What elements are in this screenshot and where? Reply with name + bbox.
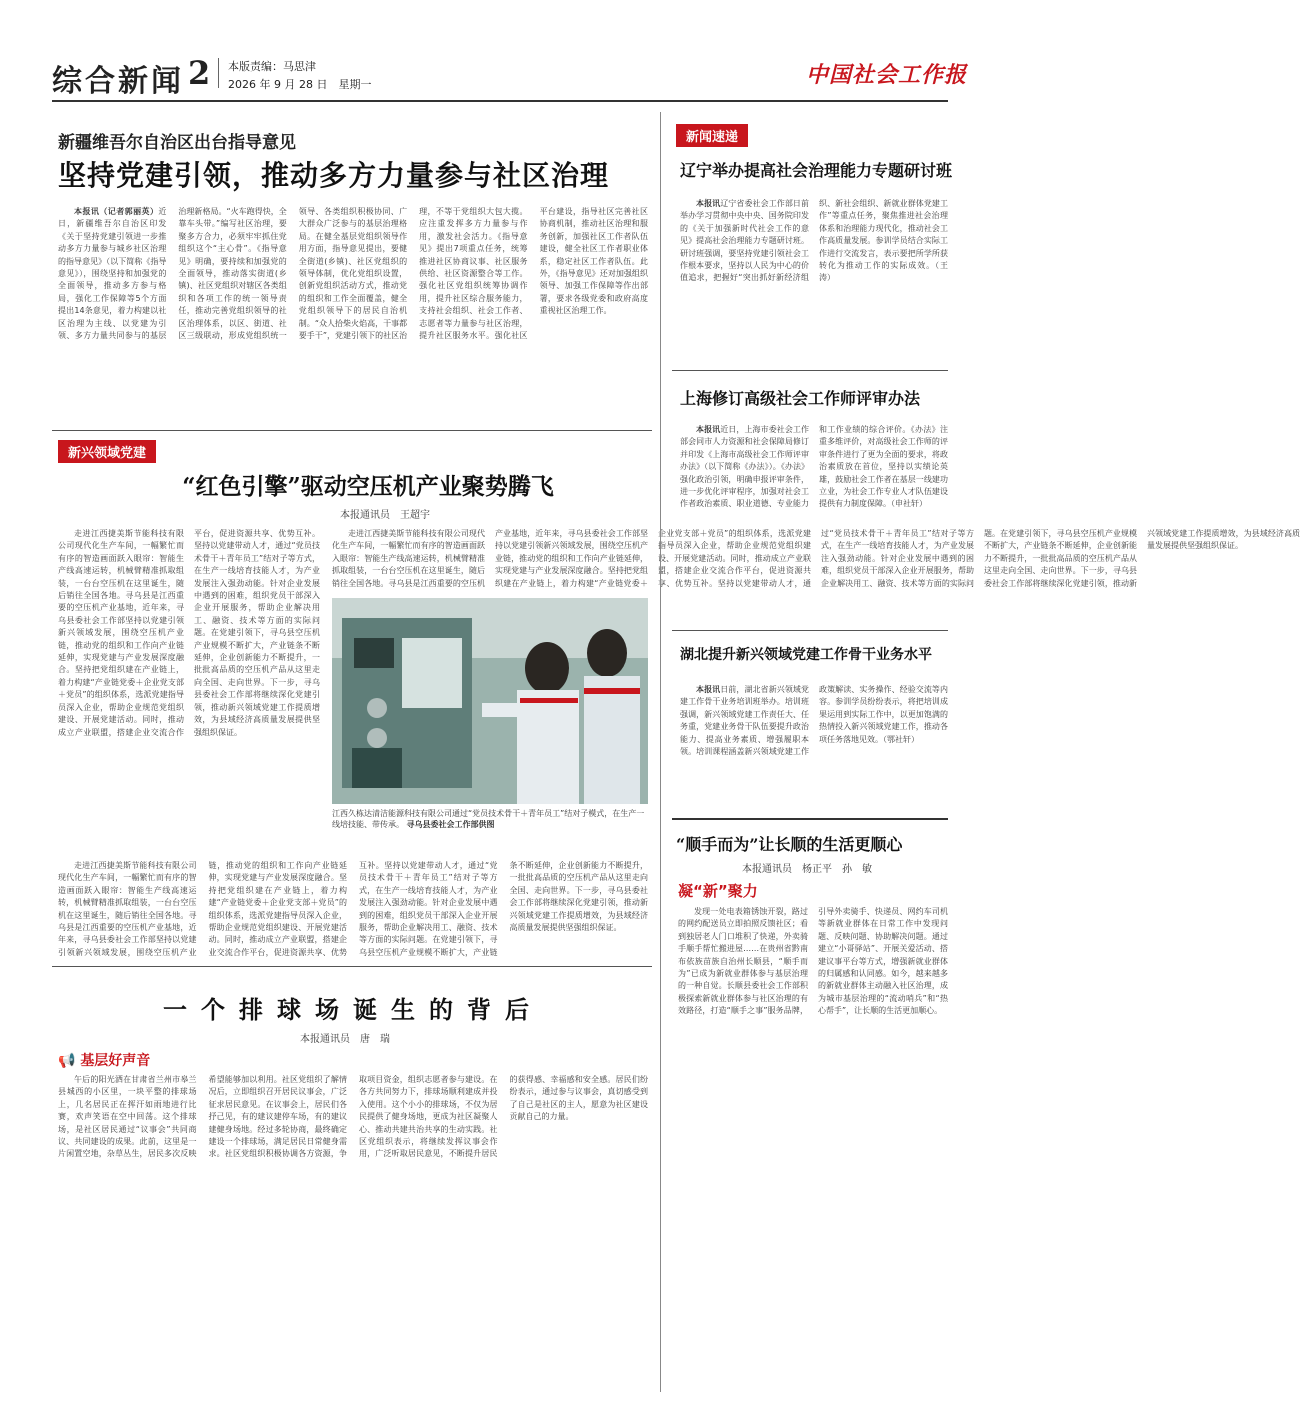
shanghai-body	[680, 424, 948, 624]
lead-reporter: （记者郭丽英）	[99, 207, 159, 216]
masthead-divider	[218, 58, 219, 88]
liaoning-headline: 辽宁举办提高社会治理能力专题研讨班	[680, 161, 953, 180]
changshun-body	[678, 906, 948, 1384]
volleyball-byline: 本报通讯员 唐 瑞	[300, 1034, 390, 1045]
grassroots-tag	[58, 1050, 150, 1070]
new-field-byline: 本报通讯员 王超宇	[340, 510, 430, 521]
liaoning-credit: （王 涛）	[819, 261, 957, 283]
hubei-body	[680, 684, 948, 810]
right-rule-2	[672, 630, 948, 631]
new-field-tag: 新兴领域党建	[58, 440, 156, 463]
photo-caption-text: 江西久栋达清洁能源科技有限公司通过“党员技术骨干＋青年员工”结对子模式，在生产一线培技能、带传承。	[332, 809, 645, 829]
editor-credit: 本版责编：马思津	[228, 60, 316, 73]
new-field-body-left	[58, 528, 320, 856]
lead-body	[58, 206, 648, 426]
changshun-headline: “顺手而为”让长顺的生活更顺心	[676, 835, 903, 854]
shanghai-text: 近日，上海市委社会工作部会同市人力资源和社会保障局修订并印发《上海市高级社会工作师评审办法》（以下简称《办法》）。《办法》强化政治引领，明确申报评审条件，进一步优化评审程序，加强对社会工作者政治素质、职业道德、专业能力和工作业绩的综合评价。《办法》注重多维评价，对高级社会工作师的评审条件进行了更为全面的要求，将政治素质放在首位，坚持以实绩论英雄，鼓励社会工作者在基层一线建功立业，为社会工作专业人才队伍建设提供有力制度保障。	[680, 425, 948, 509]
volleyball-text: 午后的阳光洒在甘肃省兰州市皋兰县城西的小区里，一块平整的排球场上，几名居民正在挥汗如雨地进行比赛，欢声笑语在空中回荡。这个排球场，是社区居民通过“议事会”共同商议、共同建设的成果。此前，这里是一片闲置空地，杂草丛生，居民多次反映希望能够加以利用。社区党组织了解情况后，立即组织召开居民议事会，广泛征求居民意见。在议事会上，居民们各抒己见，有的建议建停车场，有的建议建健身场地。经过多轮协商，最终确定建设一个排球场，满足居民日常健身需求。社区党组织积极协调各方资源，争取项目资金，组织志愿者参与建设。在各方共同努力下，排球场顺利建成并投入使用。这个小小的排球场，不仅为居民提供了健身场地，更成为社区凝聚人心、推动共建共治共享的生动实践。社区党组织表示，将继续发挥议事会作用，广泛听取居民意见，不断提升居民的获得感、幸福感和安全感。居民们纷纷表示，通过参与议事会，真切感受到了自己是社区的主人，愿意为社区建设贡献自己的力量。	[58, 1075, 648, 1159]
grassroots-tag-label: 基层好声音	[80, 1053, 151, 1069]
factory-photo-image	[332, 598, 648, 804]
new-field-text-cont: 走进江西捷美斯节能科技有限公司现代化生产车间，一幅繁忙而有序的智造画面跃入眼帘：智能生产线高速运转，机械臂精准抓取组装，一台台空压机在这里诞生，随后销往全国各地。寻乌县是江西重要的空压机产业基地，近年来，寻乌县委社会工作部坚持以党建引领新兴领域发展，围绕空压机产业链，推动党的组织和工作向产业链延伸，实现党建与产业发展深度融合。坚持把党组织建在产业链上，着力构建“产业链党委＋企业党支部＋党员”的组织体系，选派党建指导员深入企业，帮助企业规范党组织建设、开展党建活动。同时，推动成立产业联盟，搭建企业交流合作平台，促进资源共享、优势互补。坚持以党建带动人才，通过“党员技术骨干＋青年员工”结对子等方式，在生产一线培育技能人才，为产业发展注入强劲动能。针对企业发展中遇到的困难，组织党员干部深入企业开展服务，帮助企业解决用工、融资、技术等方面的实际问题。在党建引领下，寻乌县空压机产业规模不断扩大，产业链条不断延伸，企业创新能力不断提升，一批批高品质的空压机产品从这里走向全国、走向世界。下一步，寻乌县委社会工作部将继续深化党建引领，推动新兴领域党建工作提质增效，为县域经济高质量发展提供坚强组织保证。	[332, 529, 1300, 588]
section-title: 综合新闻	[52, 64, 184, 99]
photo-credit: 寻乌县委社会工作部供图	[406, 820, 495, 829]
lead-bottom-rule	[52, 430, 652, 431]
liaoning-byline: 本报讯	[696, 199, 721, 208]
page-number: 2	[188, 54, 211, 92]
changshun-text: 发现一处电表箱锈蚀开裂，路过的网约配送员立即拍照反馈社区；看到独居老人门口堆积了快递，外卖骑手顺手帮忙搬进屋……在贵州省黔南布依族苗族自治州长顺县，“顺手而为”已成为新就业群体参与基层治理的一种自觉。长顺县委社会工作部积极探索新就业群体参与社区治理的有效路径，打造“顺手之事”服务品牌，引导外卖骑手、快递员、网约车司机等新就业群体在日常工作中发现问题、反映问题、协助解决问题。通过建立“小哥驿站”、开展关爱活动、搭建议事平台等方式，增强新就业群体的归属感和认同感。如今，越来越多的新就业群体主动融入社区治理，成为城市基层治理的“流动哨兵”和“热心帮手”，让长顺的生活更加顺心。	[678, 907, 948, 1016]
issue-date: 2026 年 9 月 28 日 星期一	[228, 78, 372, 91]
volley-top-rule	[52, 966, 652, 967]
hubei-byline: 本报讯	[696, 685, 721, 694]
right-rule-3	[672, 818, 948, 820]
lead-byline: 本报讯	[74, 207, 100, 216]
newspaper-logo: 中国社会工作报	[806, 62, 968, 88]
lead-headline: 坚持党建引领，推动多方力量参与社区治理	[58, 159, 610, 192]
right-rule-1	[672, 370, 948, 371]
hubei-text: 日前，湖北省新兴领域党建工作骨干业务培训班举办。培训班强调，新兴领域党建工作责任大、任务重，党建业务骨干队伍要提升政治能力、提高业务素质、增强履职本领。培训课程涵盖新兴领域党建工作政策解读、实务操作、经验交流等内容。参训学员纷纷表示，将把培训成果运用到实际工作中，以更加饱满的热情投入新兴领域党建工作，推动各项任务落地见效。	[680, 685, 948, 757]
factory-photo	[332, 598, 648, 804]
hubei-credit: （鄂社轩）	[883, 734, 919, 744]
volleyball-body	[58, 1074, 648, 1374]
hubei-headline: 湖北提升新兴领域党建工作骨干业务水平	[680, 647, 932, 663]
new-field-headline: “红色引擎”驱动空压机产业聚势腾飞	[182, 473, 554, 500]
changshun-sub: 凝“新”聚力	[678, 882, 758, 900]
liaoning-text: 辽宁省委社会工作部日前举办学习贯彻中央中央、国务院印发的《关于加强新时代社会工作的意见》提高社会治理能力专题研讨班。研讨班强调，要坚持党建引领社会工作根本要求，坚持以人民为中心的价值追求，把握好“突出抓好新经济组织、新社会组织、新就业群体党建工作”等重点任务，聚焦推进社会治理体系和治理能力现代化，推动社会工作高质量发展。参训学员结合实际工作进行交流发言，表示要把所学所获转化为推动工作的实际成效。	[680, 199, 948, 283]
volleyball-headline: 一个排球场诞生的背后	[163, 995, 543, 1024]
masthead-rule	[52, 100, 948, 102]
lead-kicker: 新疆维吾尔自治区出台指导意见	[58, 133, 296, 153]
new-field-text-bottom: 走进江西捷美斯节能科技有限公司现代化生产车间，一幅繁忙而有序的智造画面跃入眼帘：智能生产线高速运转，机械臂精准抓取组装，一台台空压机在这里诞生，随后销往全国各地。寻乌县是江西重要的空压机产业基地，近年来，寻乌县委社会工作部坚持以党建引领新兴领域发展，围绕空压机产业链，推动党的组织和工作向产业链延伸，实现党建与产业发展深度融合。坚持把党组织建在产业链上，着力构建“产业链党委＋企业党支部＋党员”的组织体系，选派党建指导员深入企业，帮助企业规范党组织建设、开展党建活动。同时，推动成立产业联盟，搭建企业交流合作平台，促进资源共享、优势互补。坚持以党建带动人才，通过“党员技术骨干＋青年员工”结对子等方式，在生产一线培育技能人才，为产业发展注入强劲动能。针对企业发展中遇到的困难，组织党员干部深入企业开展服务，帮助企业解决用工、融资、技术等方面的实际问题。在党建引领下，寻乌县空压机产业规模不断扩大，产业链条不断延伸，企业创新能力不断提升，一批批高品质的空压机产品从这里走向全国、走向世界。下一步，寻乌县委社会工作部将继续深化党建引领，推动新兴领域党建工作提质增效，为县域经济高质量发展提供坚强组织保证。	[58, 861, 648, 957]
photo-caption	[332, 808, 648, 830]
right-column-divider	[660, 112, 661, 1392]
new-field-body-bottom	[58, 860, 648, 960]
shanghai-byline: 本报讯	[696, 425, 721, 434]
news-express-tag: 新闻速递	[676, 124, 748, 147]
shanghai-headline: 上海修订高级社会工作师评审办法	[680, 389, 921, 408]
new-field-text: 走进江西捷美斯节能科技有限公司现代化生产车间，一幅繁忙而有序的智造画面跃入眼帘：智能生产线高速运转，机械臂精准抓取组装，一台台空压机在这里诞生，随后销往全国各地。寻乌县是江西重要的空压机产业基地，近年来，寻乌县委社会工作部坚持以党建引领新兴领域发展，围绕空压机产业链，推动党的组织和工作向产业链延伸，实现党建与产业发展深度融合。坚持把党组织建在产业链上，着力构建“产业链党委＋企业党支部＋党员”的组织体系，选派党建指导员深入企业，帮助企业规范党组织建设、开展党建活动。同时，推动成立产业联盟，搭建企业交流合作平台，促进资源共享、优势互补。坚持以党建带动人才，通过“党员技术骨干＋青年员工”结对子等方式，在生产一线培育技能人才，为产业发展注入强劲动能。针对企业发展中遇到的困难，组织党员干部深入企业开展服务，帮助企业解决用工、融资、技术等方面的实际问题。在党建引领下，寻乌县空压机产业规模不断扩大，产业链条不断延伸，企业创新能力不断提升，一批批高品质的空压机产品从这里走向全国、走向世界。下一步，寻乌县委社会工作部将继续深化党建引领，推动新兴领域党建工作提质增效，为县域经济高质量发展提供坚强组织保证。	[58, 529, 320, 737]
shanghai-credit: （申社轩）	[891, 499, 927, 509]
new-field-body-right	[332, 528, 1300, 594]
megaphone-icon: 📢	[58, 1053, 76, 1069]
lead-text: 近日，新疆维吾尔自治区印发《关于坚持党建引领进一步推动多方力量参与城乡社区治理的指导意见》（以下简称《指导意见》），围绕坚持和加强党的全面领导，推动多方参与格局，强化工作保障等5个方面提出14条意见，着力构建以社区治理为主线、以党建为引领、多方力量共同参与的基层治理新格局。“火车跑得快，全靠车头带。”编写社区治理，要聚多方合力，必须牢牢抓住党组织这个“主心骨”。《指导意见》明确，要持续和加强党的全面领导，推动落实街道(乡镇)、社区党组织对辖区各类组织和各项工作的统一领导责任，推动完善党组织领导的社区治理体系，以区、街道、社区三级联动，形成党组织统一领导、各类组织积极协同、广大群众广泛参与的基层治理格局。在健全基层党组织领导作用方面，指导意见提出，要健全街道(乡镇)、社区党组织的领导体制，优化党组织设置，创新党组织活动方式，推动党的组织和工作全面覆盖，健全党组织领导下的居民自治机制。“众人拾柴火焰高，干事都要手干”，党建引领下的社区治理，不等于党组织大包大揽。应注重发挥多方力量参与作用，激发社会活力。《指导意见》提出7项重点任务，统筹推进社区协商议事、社区服务供给、社区资源整合等工作。强化社区党组织统筹协调作用，提升社区综合服务能力，支持社会组织、社会工作者、志愿者等力量参与社区治理，提升社区服务水平。强化社区平台建设，指导社区完善社区协商机制，推动社区治理和服务创新，加强社区工作者队伍建设，健全社区工作者职业体系，稳定社区工作者队伍。此外，《指导意见》还对加强组织领导、加强工作保障等作出部署，要求各级党委和政府高度重视社区治理工作。	[58, 207, 648, 341]
changshun-byline: 本报通讯员 杨正平 孙 敏	[742, 864, 872, 875]
liaoning-body	[680, 198, 957, 358]
